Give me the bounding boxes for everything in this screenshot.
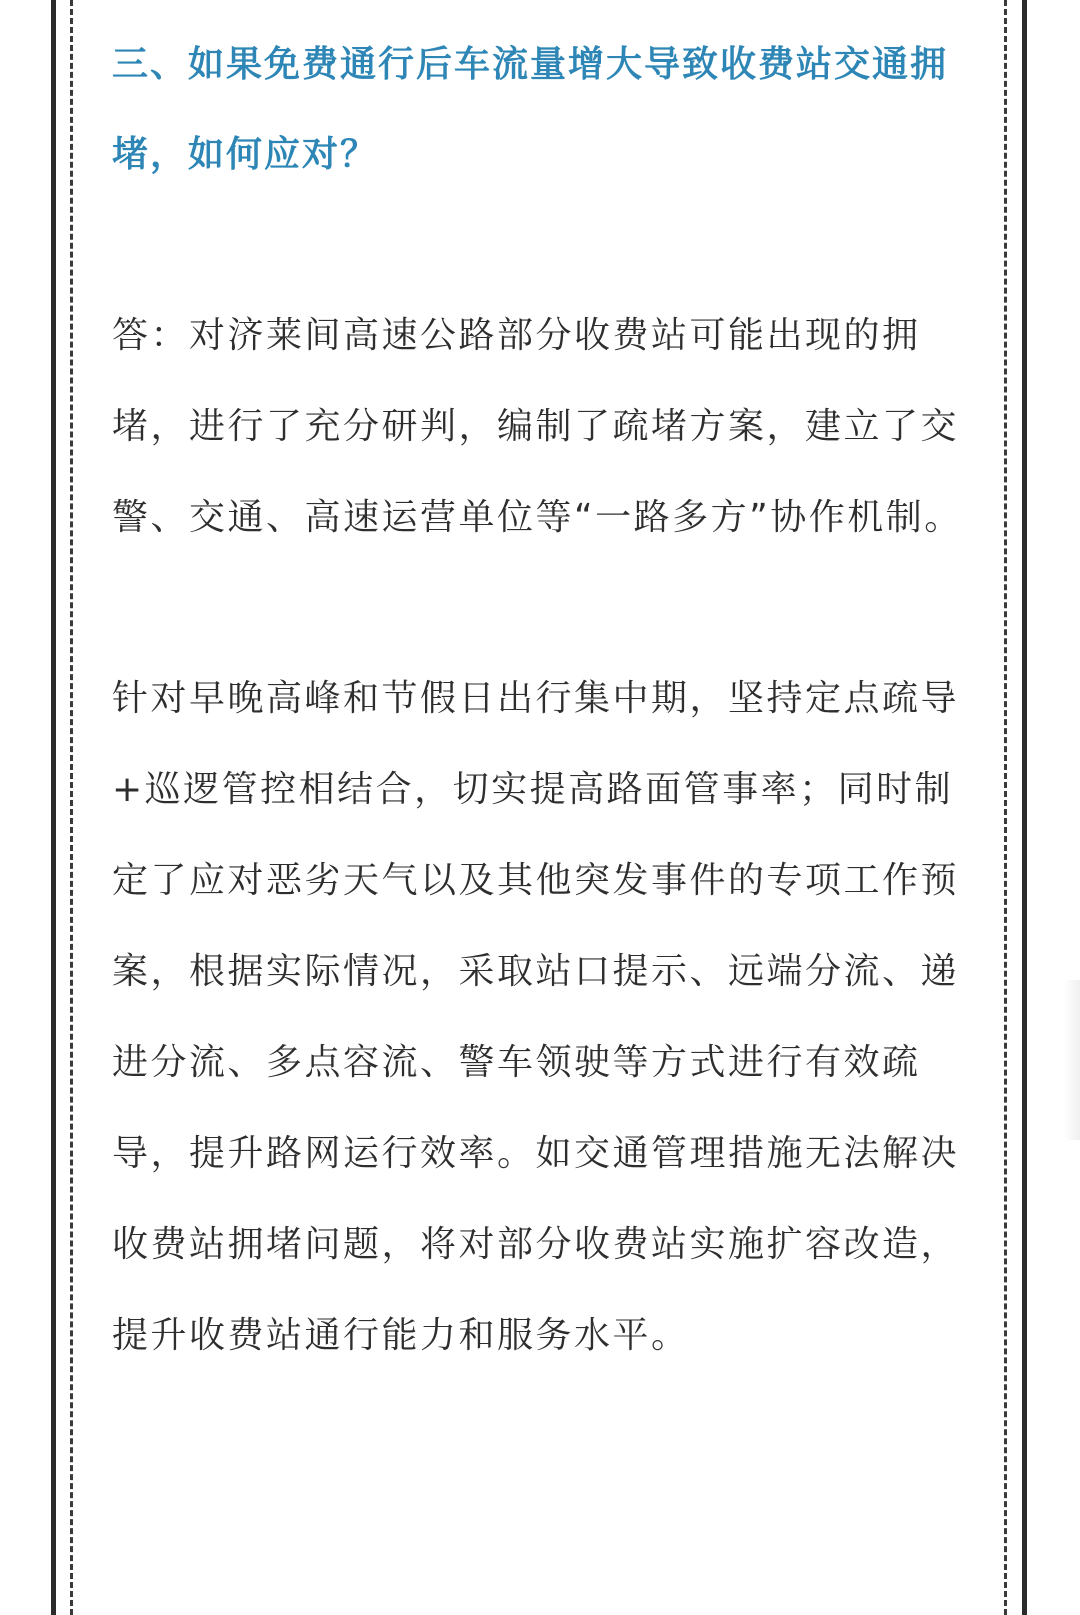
right-dashed-border bbox=[1004, 0, 1007, 1615]
spacer bbox=[112, 200, 972, 290]
right-solid-border bbox=[1022, 0, 1027, 1615]
spacer bbox=[112, 563, 972, 653]
answer-paragraph-2: 针对早晚高峰和节假日出行集中期，坚持定点疏导+巡逻管控相结合，切实提高路面管事率；同时制定了应对恶劣天气以及其他突发事件的专项工作预案，根据实际情况，采取站口提示、远端分流、递进分流、多点容流、警车领驶等方式进行有效疏导，提升路网运行效率。如交通管理措施无法解决收费站拥堵问题，将对部分收费站实施扩容改造，提升收费站通行能力和服务水平。 bbox=[112, 678, 960, 1356]
answer-paragraph-1: 答：对济莱间高速公路部分收费站可能出现的拥堵，进行了充分研判，编制了疏堵方案，建立了交警、交通、高速运营单位等“一路多方”协作机制。 bbox=[112, 315, 963, 538]
left-solid-border bbox=[51, 0, 56, 1615]
edge-shadow bbox=[1063, 980, 1080, 1140]
article-content bbox=[112, 20, 972, 1381]
question-heading: 三、如果免费通行后车流量增大导致收费站交通拥堵，如何应对？ bbox=[112, 44, 949, 175]
left-dashed-border bbox=[70, 0, 73, 1615]
